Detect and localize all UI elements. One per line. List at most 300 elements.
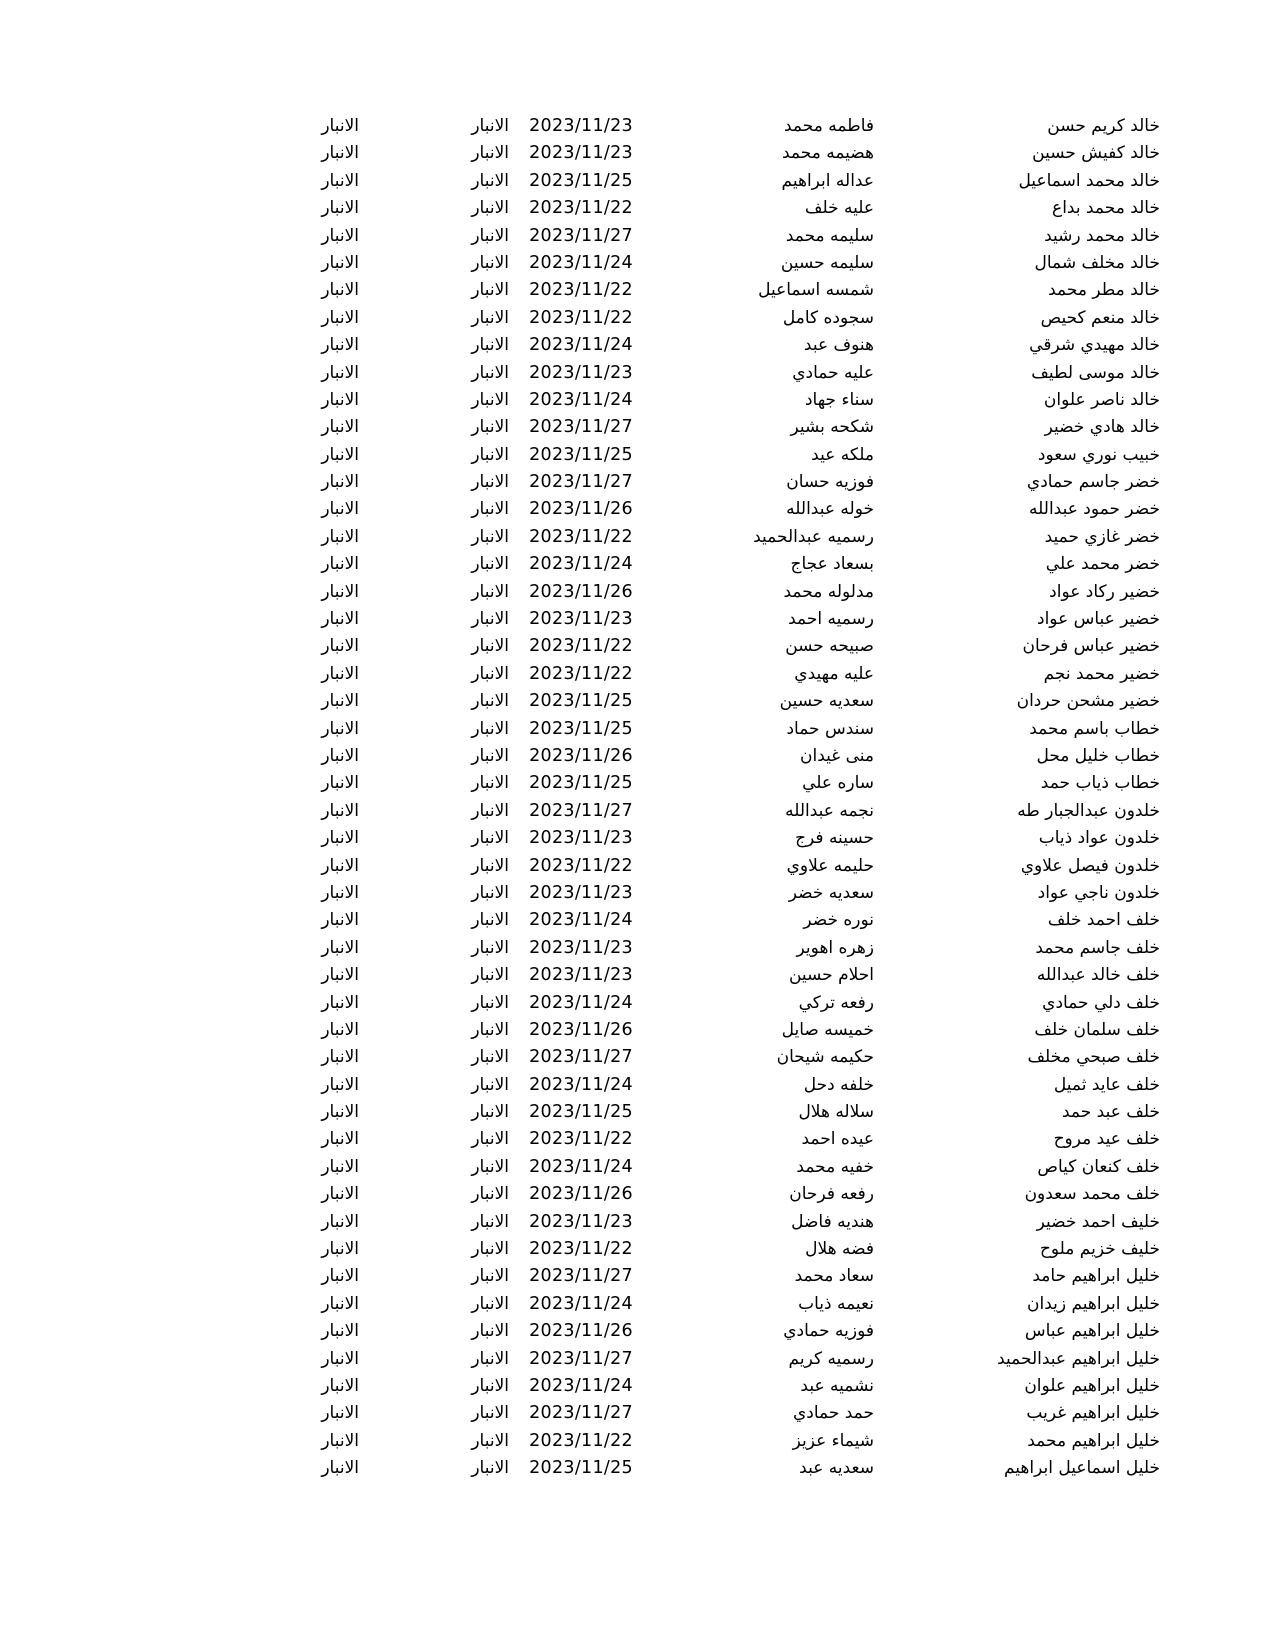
date-cell: 2023/11/26 xyxy=(529,1019,633,1040)
person-name-cell: خبيب نوري سعود xyxy=(1037,444,1160,465)
governorate-cell: الانبار xyxy=(471,116,509,136)
date-cell: 2023/11/22 xyxy=(529,636,633,657)
governorate-cell-secondary: الانبار xyxy=(321,362,359,383)
governorate-cell-secondary: الانبار xyxy=(321,1129,359,1150)
table-row xyxy=(300,661,1160,688)
person-name-cell: خالد محمد بداع xyxy=(1052,198,1160,219)
governorate-cell-secondary: الانبار xyxy=(321,554,359,575)
governorate-cell-secondary: الانبار xyxy=(321,1019,359,1040)
governorate-cell: الانبار xyxy=(471,691,509,712)
governorate-cell-secondary: الانبار xyxy=(321,882,359,903)
governorate-cell-secondary: الانبار xyxy=(321,499,359,520)
governorate-cell: الانبار xyxy=(471,362,509,383)
person-name-cell: خلف خالد عبدالله xyxy=(1036,965,1160,986)
mother-name-cell: سعاد محمد xyxy=(794,1266,874,1287)
table-row xyxy=(300,1346,1160,1373)
date-cell: 2023/11/27 xyxy=(529,225,633,246)
governorate-cell: الانبار xyxy=(471,1102,509,1123)
table-row xyxy=(300,551,1160,578)
governorate-cell-secondary: الانبار xyxy=(321,965,359,986)
mother-name-cell: نشميه عبد xyxy=(800,1375,874,1396)
table-row xyxy=(300,332,1160,359)
person-name-cell: خلف محمد سعدون xyxy=(1024,1184,1160,1205)
mother-name-cell: عداله ابراهيم xyxy=(781,170,874,191)
person-name-cell: خلف احمد خلف xyxy=(1047,910,1160,931)
date-cell: 2023/11/24 xyxy=(529,252,633,273)
mother-name-cell: حسينه فرج xyxy=(795,828,874,849)
mother-name-cell: نوره خضر xyxy=(803,910,874,931)
table-row xyxy=(300,168,1160,195)
person-name-cell: خضر جاسم حمادي xyxy=(1026,472,1160,493)
governorate-cell-secondary: الانبار xyxy=(321,417,359,438)
governorate-cell: الانبار xyxy=(471,143,509,164)
person-name-cell: خلدون عواد ذياب xyxy=(1038,828,1160,849)
governorate-cell-secondary: الانبار xyxy=(321,444,359,465)
person-name-cell: خلف دلي حمادي xyxy=(1042,992,1160,1013)
governorate-cell: الانبار xyxy=(471,307,509,328)
date-cell: 2023/11/24 xyxy=(529,1375,633,1396)
table-row xyxy=(300,853,1160,880)
governorate-cell: الانبار xyxy=(471,1293,509,1314)
person-name-cell: خالد موسى لطيف xyxy=(1031,362,1160,383)
person-name-cell: خلف عيد مروح xyxy=(1053,1129,1160,1150)
governorate-cell: الانبار xyxy=(471,773,509,794)
date-cell: 2023/11/25 xyxy=(529,444,633,465)
date-cell: 2023/11/26 xyxy=(529,745,633,766)
mother-name-cell: خميسه صايل xyxy=(781,1019,874,1040)
date-cell: 2023/11/24 xyxy=(529,992,633,1013)
mother-name-cell: سليمه حسين xyxy=(780,252,874,273)
governorate-cell-secondary: الانبار xyxy=(321,855,359,876)
governorate-cell: الانبار xyxy=(471,745,509,766)
governorate-cell: الانبار xyxy=(471,937,509,958)
mother-name-cell: فوزيه حسان xyxy=(786,472,874,493)
date-cell: 2023/11/25 xyxy=(529,718,633,739)
governorate-cell: الانبار xyxy=(471,1348,509,1369)
mother-name-cell: خوله عبدالله xyxy=(786,499,874,520)
governorate-cell: الانبار xyxy=(471,526,509,547)
date-cell: 2023/11/24 xyxy=(529,389,633,410)
date-cell: 2023/11/23 xyxy=(529,143,633,164)
person-name-cell: خلدون ناجي عواد xyxy=(1037,882,1160,903)
governorate-cell-secondary: الانبار xyxy=(321,307,359,328)
governorate-cell: الانبار xyxy=(471,1211,509,1232)
mother-name-cell: سعديه حسين xyxy=(779,691,874,712)
mother-name-cell: رفعه فرحان xyxy=(789,1184,874,1205)
governorate-cell-secondary: الانبار xyxy=(321,1321,359,1342)
mother-name-cell: احلام حسين xyxy=(788,965,874,986)
mother-name-cell: رفعه تركي xyxy=(798,992,874,1013)
governorate-cell: الانبار xyxy=(471,1430,509,1451)
date-cell: 2023/11/27 xyxy=(529,1348,633,1369)
table-row xyxy=(300,113,1160,140)
governorate-cell: الانبار xyxy=(471,1403,509,1424)
mother-name-cell: هنديه فاضل xyxy=(791,1211,874,1232)
table-row xyxy=(300,140,1160,167)
table-row xyxy=(300,798,1160,825)
table-row xyxy=(300,1181,1160,1208)
governorate-cell-secondary: الانبار xyxy=(321,143,359,164)
date-cell: 2023/11/25 xyxy=(529,773,633,794)
governorate-cell: الانبار xyxy=(471,198,509,219)
mother-name-cell: عيده احمد xyxy=(801,1129,874,1150)
table-row xyxy=(300,1126,1160,1153)
governorate-cell-secondary: الانبار xyxy=(321,1156,359,1177)
table-row xyxy=(300,1017,1160,1044)
mother-name-cell: نجمه عبدالله xyxy=(785,800,874,821)
governorate-cell-secondary: الانبار xyxy=(321,198,359,219)
date-cell: 2023/11/23 xyxy=(529,828,633,849)
governorate-cell: الانبار xyxy=(471,1129,509,1150)
date-cell: 2023/11/25 xyxy=(529,691,633,712)
governorate-cell: الانبار xyxy=(471,992,509,1013)
date-cell: 2023/11/26 xyxy=(529,499,633,520)
person-name-cell: خضير عباس عواد xyxy=(1037,609,1160,630)
table-row xyxy=(300,195,1160,222)
mother-name-cell: مدلوله محمد xyxy=(783,581,874,602)
table-row xyxy=(300,907,1160,934)
mother-name-cell: سعديه خضر xyxy=(788,882,874,903)
person-name-cell: خليل ابراهيم محمد xyxy=(1027,1430,1160,1451)
governorate-cell-secondary: الانبار xyxy=(321,910,359,931)
table-row xyxy=(300,496,1160,523)
person-name-cell: خالد مهيدي شرقي xyxy=(1029,335,1160,356)
mother-name-cell: عليه مهيدي xyxy=(794,663,874,684)
mother-name-cell: فضه هلال xyxy=(805,1239,874,1260)
date-cell: 2023/11/27 xyxy=(529,472,633,493)
governorate-cell-secondary: الانبار xyxy=(321,1403,359,1424)
date-cell: 2023/11/27 xyxy=(529,1403,633,1424)
person-name-cell: خالد محمد اسماعيل xyxy=(1018,170,1160,191)
governorate-cell: الانبار xyxy=(471,1019,509,1040)
governorate-cell: الانبار xyxy=(471,1321,509,1342)
date-cell: 2023/11/26 xyxy=(529,1321,633,1342)
date-cell: 2023/11/24 xyxy=(529,1293,633,1314)
date-cell: 2023/11/22 xyxy=(529,198,633,219)
mother-name-cell: ملكه عيد xyxy=(811,444,874,465)
person-name-cell: خليف خزيم ملوح xyxy=(1039,1239,1160,1260)
date-cell: 2023/11/24 xyxy=(529,554,633,575)
date-cell: 2023/11/23 xyxy=(529,362,633,383)
date-cell: 2023/11/26 xyxy=(529,581,633,602)
table-row xyxy=(300,414,1160,441)
governorate-cell-secondary: الانبار xyxy=(321,1430,359,1451)
person-name-cell: خالد محمد رشيد xyxy=(1044,225,1160,246)
date-cell: 2023/11/22 xyxy=(529,663,633,684)
governorate-cell: الانبار xyxy=(471,1375,509,1396)
records-table xyxy=(300,113,1160,1483)
mother-name-cell: هضيمه محمد xyxy=(781,143,874,164)
date-cell: 2023/11/22 xyxy=(529,526,633,547)
mother-name-cell: حمد حمادي xyxy=(792,1403,874,1424)
governorate-cell-secondary: الانبار xyxy=(321,1047,359,1068)
governorate-cell-secondary: الانبار xyxy=(321,116,359,136)
mother-name-cell: سناء جهاد xyxy=(804,389,874,410)
person-name-cell: خضر حمود عبدالله xyxy=(1029,499,1160,520)
table-row xyxy=(300,360,1160,387)
mother-name-cell: رسميه احمد xyxy=(788,609,874,630)
governorate-cell: الانبار xyxy=(471,472,509,493)
person-name-cell: خليل ابراهيم زيدان xyxy=(1027,1293,1160,1314)
mother-name-cell: رسميه عبدالحميد xyxy=(753,526,874,547)
mother-name-cell: عليه خلف xyxy=(804,198,874,219)
governorate-cell-secondary: الانبار xyxy=(321,691,359,712)
table-row xyxy=(300,1428,1160,1455)
person-name-cell: خالد منعم كحيص xyxy=(1040,307,1160,328)
person-name-cell: خالد مخلف شمال xyxy=(1034,252,1160,273)
governorate-cell-secondary: الانبار xyxy=(321,1239,359,1260)
mother-name-cell: فوزيه حمادي xyxy=(783,1321,874,1342)
person-name-cell: خضر محمد علي xyxy=(1045,554,1160,575)
governorate-cell: الانبار xyxy=(471,636,509,657)
governorate-cell-secondary: الانبار xyxy=(321,828,359,849)
mother-name-cell: شيماء عزيز xyxy=(792,1430,874,1451)
person-name-cell: خطاب ذياب حمد xyxy=(1040,773,1160,794)
table-row xyxy=(300,743,1160,770)
governorate-cell: الانبار xyxy=(471,1458,509,1479)
person-name-cell: خليل ابراهيم حامد xyxy=(1032,1266,1160,1287)
date-cell: 2023/11/23 xyxy=(529,937,633,958)
governorate-cell: الانبار xyxy=(471,280,509,301)
mother-name-cell: سليمه محمد xyxy=(785,225,874,246)
table-row xyxy=(300,825,1160,852)
table-row xyxy=(300,223,1160,250)
table-row xyxy=(300,1455,1160,1482)
date-cell: 2023/11/22 xyxy=(529,307,633,328)
governorate-cell: الانبار xyxy=(471,444,509,465)
governorate-cell-secondary: الانبار xyxy=(321,581,359,602)
date-cell: 2023/11/22 xyxy=(529,1129,633,1150)
person-name-cell: خطاب خليل محل xyxy=(1036,745,1160,766)
person-name-cell: خضير ركاد عواد xyxy=(1049,581,1160,602)
table-row xyxy=(300,1373,1160,1400)
governorate-cell-secondary: الانبار xyxy=(321,170,359,191)
table-row xyxy=(300,1044,1160,1071)
person-name-cell: خالد ناصر علوان xyxy=(1043,389,1160,410)
governorate-cell-secondary: الانبار xyxy=(321,1375,359,1396)
table-row xyxy=(300,579,1160,606)
governorate-cell: الانبار xyxy=(471,882,509,903)
governorate-cell: الانبار xyxy=(471,609,509,630)
governorate-cell: الانبار xyxy=(471,855,509,876)
person-name-cell: خلدون عبدالجبار طه xyxy=(1017,800,1160,821)
table-row xyxy=(300,962,1160,989)
governorate-cell: الانبار xyxy=(471,225,509,246)
governorate-cell-secondary: الانبار xyxy=(321,526,359,547)
date-cell: 2023/11/23 xyxy=(529,116,633,136)
table-row xyxy=(300,606,1160,633)
governorate-cell-secondary: الانبار xyxy=(321,252,359,273)
date-cell: 2023/11/27 xyxy=(529,417,633,438)
mother-name-cell: فاطمه محمد xyxy=(783,116,874,136)
person-name-cell: خلف سلمان خلف xyxy=(1034,1019,1160,1040)
mother-name-cell: عليه حمادي xyxy=(792,362,874,383)
person-name-cell: خضر غازي حميد xyxy=(1044,526,1160,547)
governorate-cell: الانبار xyxy=(471,663,509,684)
person-name-cell: خليل ابراهيم عباس xyxy=(1024,1321,1160,1342)
governorate-cell: الانبار xyxy=(471,965,509,986)
table-row xyxy=(300,524,1160,551)
governorate-cell-secondary: الانبار xyxy=(321,1102,359,1123)
mother-name-cell: خفيه محمد xyxy=(796,1156,874,1177)
person-name-cell: خلف كنعان كياص xyxy=(1037,1156,1160,1177)
mother-name-cell: ساره علي xyxy=(802,773,874,794)
date-cell: 2023/11/26 xyxy=(529,1184,633,1205)
governorate-cell-secondary: الانبار xyxy=(321,609,359,630)
mother-name-cell: نعيمه ذياب xyxy=(798,1293,874,1314)
date-cell: 2023/11/27 xyxy=(529,800,633,821)
governorate-cell-secondary: الانبار xyxy=(321,389,359,410)
date-cell: 2023/11/23 xyxy=(529,609,633,630)
governorate-cell-secondary: الانبار xyxy=(321,937,359,958)
governorate-cell: الانبار xyxy=(471,800,509,821)
governorate-cell-secondary: الانبار xyxy=(321,335,359,356)
governorate-cell: الانبار xyxy=(471,335,509,356)
person-name-cell: خليل ابراهيم علوان xyxy=(1024,1375,1160,1396)
date-cell: 2023/11/25 xyxy=(529,1458,633,1479)
governorate-cell-secondary: الانبار xyxy=(321,636,359,657)
date-cell: 2023/11/27 xyxy=(529,1047,633,1068)
person-name-cell: خلف صبحي مخلف xyxy=(1027,1047,1160,1068)
table-row xyxy=(300,990,1160,1017)
date-cell: 2023/11/23 xyxy=(529,1211,633,1232)
date-cell: 2023/11/27 xyxy=(529,1266,633,1287)
mother-name-cell: صبيحه حسن xyxy=(785,636,874,657)
date-cell: 2023/11/25 xyxy=(529,1102,633,1123)
table-row xyxy=(300,250,1160,277)
table-row xyxy=(300,633,1160,660)
governorate-cell-secondary: الانبار xyxy=(321,1184,359,1205)
governorate-cell: الانبار xyxy=(471,389,509,410)
person-name-cell: خلدون فيصل علاوي xyxy=(1020,855,1160,876)
mother-name-cell: شمسه اسماعيل xyxy=(758,280,874,301)
governorate-cell: الانبار xyxy=(471,581,509,602)
person-name-cell: خليل ابراهيم عبدالحميد xyxy=(997,1348,1160,1369)
table-row xyxy=(300,1291,1160,1318)
governorate-cell-secondary: الانبار xyxy=(321,1293,359,1314)
governorate-cell: الانبار xyxy=(471,1239,509,1260)
table-row xyxy=(300,1400,1160,1427)
date-cell: 2023/11/22 xyxy=(529,1430,633,1451)
table-row xyxy=(300,387,1160,414)
mother-name-cell: حليمه علاوي xyxy=(786,855,874,876)
governorate-cell-secondary: الانبار xyxy=(321,800,359,821)
table-row xyxy=(300,770,1160,797)
person-name-cell: خالد مطر محمد xyxy=(1048,280,1160,301)
person-name-cell: خضير عباس فرحان xyxy=(1022,636,1160,657)
person-name-cell: خضير مشحن حردان xyxy=(1016,691,1160,712)
mother-name-cell: سلاله هلال xyxy=(798,1102,874,1123)
date-cell: 2023/11/23 xyxy=(529,882,633,903)
date-cell: 2023/11/22 xyxy=(529,280,633,301)
governorate-cell: الانبار xyxy=(471,1156,509,1177)
governorate-cell-secondary: الانبار xyxy=(321,992,359,1013)
table-row xyxy=(300,935,1160,962)
table-row xyxy=(300,277,1160,304)
governorate-cell: الانبار xyxy=(471,554,509,575)
table-row xyxy=(300,305,1160,332)
governorate-cell-secondary: الانبار xyxy=(321,280,359,301)
mother-name-cell: رسميه كريم xyxy=(788,1348,874,1369)
table-row xyxy=(300,688,1160,715)
mother-name-cell: هنوف عبد xyxy=(803,335,874,356)
date-cell: 2023/11/24 xyxy=(529,910,633,931)
mother-name-cell: حكيمه شيحان xyxy=(776,1047,874,1068)
date-cell: 2023/11/25 xyxy=(529,170,633,191)
person-name-cell: خطاب باسم محمد xyxy=(1029,718,1160,739)
table-row xyxy=(300,1072,1160,1099)
table-row xyxy=(300,442,1160,469)
person-name-cell: خليف احمد خضير xyxy=(1036,1211,1160,1232)
mother-name-cell: زهره اهوير xyxy=(796,937,874,958)
table-row xyxy=(300,1236,1160,1263)
governorate-cell-secondary: الانبار xyxy=(321,1348,359,1369)
governorate-cell: الانبار xyxy=(471,170,509,191)
mother-name-cell: خلفه دحل xyxy=(803,1074,874,1095)
person-name-cell: خلف عبد حمد xyxy=(1062,1102,1160,1123)
governorate-cell: الانبار xyxy=(471,828,509,849)
person-name-cell: خضير محمد نجم xyxy=(1043,663,1160,684)
table-row xyxy=(300,1318,1160,1345)
date-cell: 2023/11/23 xyxy=(529,965,633,986)
table-row xyxy=(300,1099,1160,1126)
date-cell: 2023/11/22 xyxy=(529,1239,633,1260)
governorate-cell: الانبار xyxy=(471,1074,509,1095)
governorate-cell-secondary: الانبار xyxy=(321,225,359,246)
person-name-cell: خلف عايد ثميل xyxy=(1053,1074,1160,1095)
date-cell: 2023/11/22 xyxy=(529,855,633,876)
date-cell: 2023/11/24 xyxy=(529,335,633,356)
mother-name-cell: سجوده كامل xyxy=(782,307,874,328)
governorate-cell: الانبار xyxy=(471,1266,509,1287)
governorate-cell: الانبار xyxy=(471,910,509,931)
governorate-cell-secondary: الانبار xyxy=(321,1458,359,1479)
governorate-cell: الانبار xyxy=(471,1184,509,1205)
governorate-cell-secondary: الانبار xyxy=(321,718,359,739)
governorate-cell-secondary: الانبار xyxy=(321,1211,359,1232)
governorate-cell: الانبار xyxy=(471,499,509,520)
governorate-cell-secondary: الانبار xyxy=(321,745,359,766)
mother-name-cell: سعديه عبد xyxy=(799,1458,874,1479)
person-name-cell: خالد كفيش حسين xyxy=(1032,143,1160,164)
governorate-cell-secondary: الانبار xyxy=(321,663,359,684)
table-row xyxy=(300,1263,1160,1290)
mother-name-cell: منى غيدان xyxy=(800,745,874,766)
table-row xyxy=(300,1209,1160,1236)
governorate-cell: الانبار xyxy=(471,252,509,273)
governorate-cell-secondary: الانبار xyxy=(321,773,359,794)
governorate-cell-secondary: الانبار xyxy=(321,1266,359,1287)
table-row xyxy=(300,880,1160,907)
mother-name-cell: شكحه بشير xyxy=(790,417,874,438)
date-cell: 2023/11/24 xyxy=(529,1074,633,1095)
table-row xyxy=(300,469,1160,496)
person-name-cell: خلف جاسم محمد xyxy=(1035,937,1160,958)
mother-name-cell: سندس حماد xyxy=(786,718,874,739)
table-row xyxy=(300,1154,1160,1181)
governorate-cell-secondary: الانبار xyxy=(321,472,359,493)
person-name-cell: خالد هادي خضير xyxy=(1044,417,1160,438)
date-cell: 2023/11/24 xyxy=(529,1156,633,1177)
table-row xyxy=(300,716,1160,743)
governorate-cell: الانبار xyxy=(471,718,509,739)
governorate-cell: الانبار xyxy=(471,417,509,438)
governorate-cell-secondary: الانبار xyxy=(321,1074,359,1095)
governorate-cell: الانبار xyxy=(471,1047,509,1068)
person-name-cell: خالد كريم حسن xyxy=(1047,116,1160,136)
person-name-cell: خليل ابراهيم غريب xyxy=(1026,1403,1160,1424)
person-name-cell: خليل اسماعيل ابراهيم xyxy=(1003,1458,1160,1479)
